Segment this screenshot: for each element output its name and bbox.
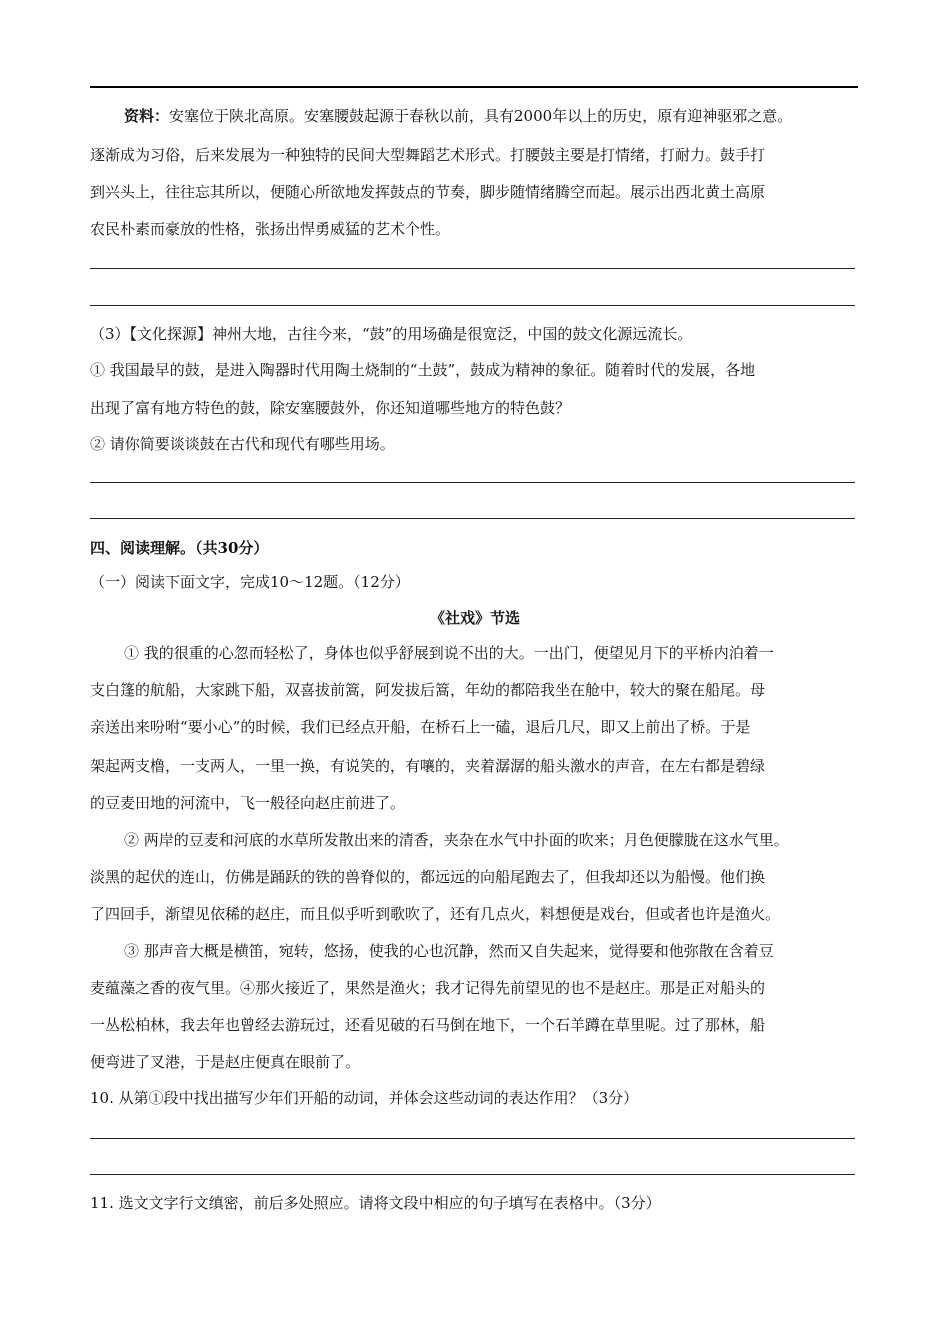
- section-subheading: （一）阅读下面文字，完成10～12题。（12分）: [90, 573, 410, 591]
- passage-line: 的豆麦田地的河流中，飞一般径向赵庄前进了。: [90, 794, 406, 812]
- resource-label: 资料：: [124, 107, 170, 125]
- answer-line: [90, 268, 855, 269]
- passage-line: 便弯进了叉港，于是赵庄便真在眼前了。: [90, 1053, 361, 1071]
- resource-text: 安塞位于陕北高原。安塞腰鼓起源于春秋以前，具有2000年以上的历史，原有迎神驱邪之意。: [169, 107, 793, 125]
- q3-item1-line2: 出现了富有地方特色的鼓，除安塞腰鼓外，你还知道哪些地方的特色鼓？: [90, 399, 571, 417]
- resource-line-1: [124, 106, 859, 126]
- answer-line: [90, 1174, 855, 1175]
- passage-title: 《社戏》节选: [429, 609, 520, 627]
- passage-line: 支白篷的航船，大家跳下船，双喜拔前篙，阿发拔后篙，年幼的都陪我坐在舱中，较大的聚在船尾。母: [90, 681, 766, 699]
- answer-line: [90, 305, 855, 306]
- passage-line: ① 我的很重的心忽而轻松了，身体也似乎舒展到说不出的大。一出门，便望见月下的平桥内泊着一: [124, 644, 774, 662]
- q3-intro: （3）【文化探源】神州大地，古往今来，“鼓”的用场确是很宽泛，中国的鼓文化源远流长。: [90, 325, 693, 343]
- resource-line-3: 到兴头上，往往忘其所以，便随心所欲地发挥鼓点的节奏，脚步随情绪腾空而起。展示出西北黄土高原: [90, 183, 766, 201]
- q3-item2: ② 请你简要谈谈鼓在古代和现代有哪些用场。: [90, 435, 395, 453]
- passage-line: ② 两岸的豆麦和河底的水草所发散出来的清香，夹杂在水气中扑面的吹来；月色便朦胧在这水气里。: [124, 831, 789, 849]
- answer-line: [90, 1138, 855, 1139]
- passage-line: 麦蕴藻之香的夜气里。④那火接近了，果然是渔火；我才记得先前望见的也不是赵庄。那是正对船头的: [90, 979, 766, 997]
- passage-line: 一丛松柏林，我去年也曾经去游玩过，还看见破的石马倒在地下，一个石羊蹲在草里呢。过了那林，船: [90, 1016, 766, 1034]
- resource-line-2: 逐渐成为习俗，后来发展为一种独特的民间大型舞蹈艺术形式。打腰鼓主要是打情绪，打耐力。鼓手打: [90, 146, 766, 164]
- passage-line: ③ 那声音大概是横笛，宛转，悠扬，使我的心也沉静，然而又自失起来，觉得要和他弥散在含着豆: [124, 942, 774, 960]
- passage-line: 了四回手，渐望见依稀的赵庄，而且似乎听到歌吹了，还有几点火，料想便是戏台，但或者也许是渔火。: [90, 905, 781, 923]
- section-heading: 四、阅读理解。（共30分）: [90, 539, 269, 557]
- question-11: 11. 选文文字行文缜密，前后多处照应。请将文段中相应的句子填写在表格中。（3分）: [90, 1194, 661, 1212]
- passage-line: 亲送出来吩咐“要小心”的时候，我们已经点开船，在桥石上一磕，退后几尺，即又上前出了桥。于是: [90, 718, 751, 736]
- passage-line: 架起两支橹，一支两人，一里一换，有说笑的，有嚷的，夹着潺潺的船头激水的声音，在左右都是碧绿: [90, 757, 766, 775]
- answer-line: [90, 482, 855, 483]
- answer-line: [90, 518, 855, 519]
- top-rule: [90, 86, 858, 88]
- passage-line: 淡黑的起伏的连山，仿佛是踊跃的铁的兽脊似的，都远远的向船尾跑去了，但我却还以为船慢。他们换: [90, 868, 766, 886]
- question-10: 10. 从第①段中找出描写少年们开船的动词，并体会这些动词的表达作用？（3分）: [90, 1089, 639, 1107]
- q3-item1-line1: ① 我国最早的鼓，是进入陶器时代用陶土烧制的“土鼓”，鼓成为精神的象征。随着时代的发展，各地: [90, 361, 756, 379]
- resource-line-4: 农民朴素而豪放的性格，张扬出悍勇威猛的艺术个性。: [90, 220, 451, 238]
